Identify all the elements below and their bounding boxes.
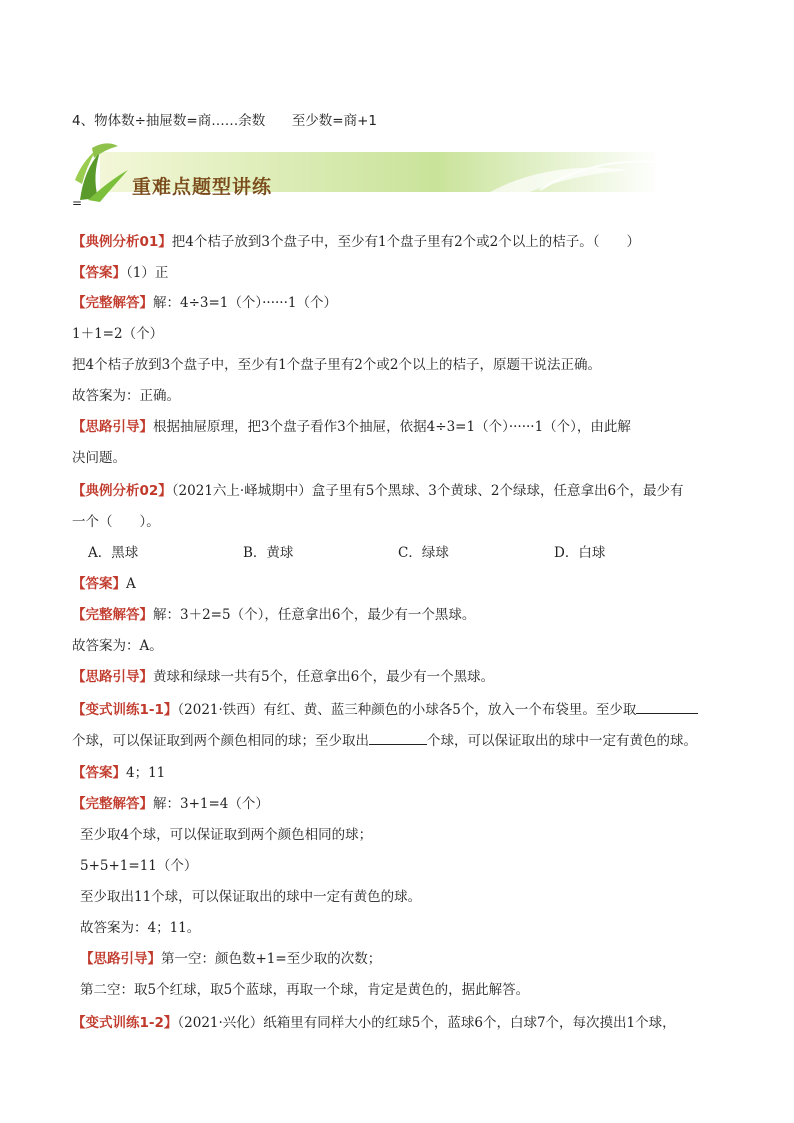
answer-tag: 【答案】 [72, 765, 126, 781]
solution-tag: 【完整解答】 [72, 295, 153, 311]
example-2-solution: 【完整解答】解：3＋2=5（个），任意拿出6个，最少有一个黑球。 [72, 607, 476, 623]
example-1-sol2: 1＋1=2（个） [72, 326, 164, 342]
answer-blank-1 [636, 713, 698, 714]
variant-1-1-sol3: 5+5+1=11（个） [80, 858, 198, 874]
variant-1-1-hint: 【思路引导】第一空：颜色数+1=至少取的次数； [80, 951, 382, 967]
example-1-answer: 【答案】（1）正 [72, 265, 169, 281]
example-2-hint: 【思路引导】黄球和绿球一共有5个，任意拿出6个，最少有一个黑球。 [72, 669, 495, 685]
stray-equals: = [72, 196, 83, 210]
variant-1-1-sol4: 至少取出11个球，可以保证取出的球中一定有黄色的球。 [80, 889, 422, 905]
rule-text-2: 至少数=商+1 [291, 113, 378, 129]
example-1-hint: 【思路引导】根据抽屉原理，把3个盘子看作3个抽屉，依据4÷3=1（个）······1（个），由此解 [72, 419, 631, 435]
example-1-sol4: 故答案为：正确。 [72, 388, 180, 404]
example-tag: 【变式训练1-1】 [72, 702, 178, 718]
variant-1-2-question: 【变式训练1-2】（2021·兴化）纸箱里有同样大小的红球5个，蓝球6个，白球7个，每次摸出1个球， [72, 1015, 676, 1031]
rule-text: 4、物体数÷抽屉数=商……余数 [72, 113, 266, 129]
variant-1-1-question-2: 个球，可以保证取到两个颜色相同的球；至少取出 个球，可以保证取出的球中一定有黄色的球。 [72, 733, 697, 749]
example-1-solution: 【完整解答】解：4÷3=1（个）······1（个） [72, 295, 337, 311]
option-d: D．白球 [554, 545, 606, 561]
example-tag: 【变式训练1-2】 [72, 1015, 178, 1031]
example-1-hint2: 决问题。 [72, 450, 126, 466]
variant-1-1-question: 【变式训练1-1】（2021·铁西）有红、黄、蓝三种颜色的小球各5个，放入一个布袋里。至少取 [72, 698, 698, 718]
example-2-sol2: 故答案为：A。 [72, 638, 163, 654]
example-tag: 【典例分析02】 [72, 483, 172, 499]
hint-tag: 【思路引导】 [72, 419, 153, 435]
answer-blank-2 [369, 744, 427, 745]
answer-tag: 【答案】 [72, 576, 126, 592]
option-c: C．绿球 [398, 545, 449, 561]
example-1-sol3: 把4个桔子放到3个盘子中，至少有1个盘子里有2个或2个以上的桔子，原题干说法正确。 [72, 357, 601, 373]
option-a: A．黑球 [88, 545, 139, 561]
option-b: B．黄球 [243, 545, 294, 561]
answer-tag: 【答案】 [72, 265, 126, 281]
variant-1-1-hint2: 第二空：取5个红球，取5个蓝球，再取一个球，肯定是黄色的，据此解答。 [80, 982, 530, 998]
example-tag: 【典例分析01】 [72, 234, 172, 250]
variant-1-1-answer: 【答案】4；11 [72, 765, 166, 781]
hint-tag: 【思路引导】 [72, 669, 153, 685]
hint-tag: 【思路引导】 [80, 951, 161, 967]
variant-1-1-sol2: 至少取4个球，可以保证取到两个颜色相同的球； [80, 827, 373, 843]
solution-tag: 【完整解答】 [72, 796, 153, 812]
solution-tag: 【完整解答】 [72, 607, 153, 623]
example-1-question: 【典例分析01】把4个桔子放到3个盘子中，至少有1个盘子里有2个或2个以上的桔子。（ ） [72, 234, 640, 250]
example-2-question-2: 一个（ ）。 [72, 514, 160, 530]
section-title: 重难点题型讲练 [132, 176, 273, 198]
variant-1-1-sol5: 故答案为：4；11。 [80, 920, 201, 936]
example-2-question: 【典例分析02】（2021六上·峄城期中）盒子里有5个黑球、3个黄球、2个绿球，任意拿出6个，最少有 [72, 483, 684, 499]
formula-rule [72, 109, 377, 129]
example-2-answer: 【答案】A [72, 576, 136, 592]
variant-1-1-solution: 【完整解答】解：3+1=4（个） [72, 796, 269, 812]
